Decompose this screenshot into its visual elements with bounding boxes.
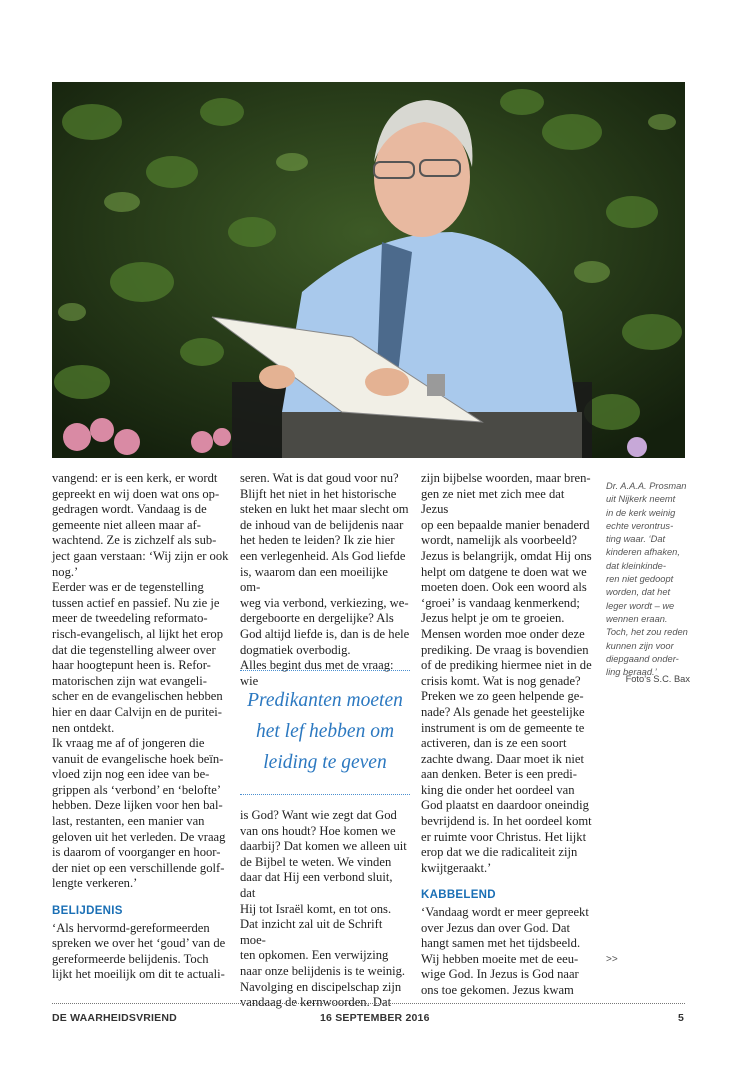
- text-line: dergeboorte en dergelijke? Als: [240, 611, 394, 626]
- text-line: crisis komt. Wat is nog genade?: [421, 673, 581, 688]
- text-line: wordt, namelijk als voorbeeld?: [421, 533, 577, 548]
- text-line: vloed zijn nog een idee van be-: [52, 767, 210, 782]
- text-line: activeren, dan is ze een soort: [421, 736, 567, 751]
- column-1: [52, 471, 234, 983]
- caption-line: Dr. A.A.A. Prosman: [606, 481, 687, 491]
- portrait-photo-icon: [52, 82, 685, 458]
- continue-marker: >>: [606, 954, 618, 965]
- text-line: nen ontdekt.: [52, 720, 115, 735]
- text-line: het heden te leiden? Ik zie hier: [240, 533, 395, 548]
- caption-line: kinderen afhaken,: [606, 547, 680, 558]
- text-line: een verlegenheid. Als God liefde: [240, 548, 406, 563]
- text-line: Dat inzicht zal uit de Schrift moe-: [240, 917, 383, 947]
- text-line: risch-evangelisch, al lijkt het erop: [52, 626, 224, 641]
- text-line: over Jezus dan over God. Dat: [421, 920, 570, 935]
- text-line: ten opkomen. Een verwijzing: [240, 948, 389, 963]
- text-line: Mensen worden moe onder deze: [421, 626, 585, 641]
- column-2-bottom: [240, 808, 410, 1011]
- text-line: wige God. In Jezus is God naar: [421, 967, 579, 982]
- text-line: van ons houdt? Hoe komen we: [240, 823, 396, 838]
- footer-divider: [52, 1003, 685, 1004]
- caption-line: uit Nijkerk neemt: [606, 494, 676, 505]
- text-line: God altijd liefde is, dan is de hele: [240, 626, 410, 641]
- caption-line: ling beraad.’: [606, 667, 657, 678]
- pull-quote: [240, 670, 410, 795]
- text-line: nog.’: [52, 564, 79, 579]
- text-line: God plaatst en daardoor oneindig: [421, 798, 589, 813]
- text-line: Ik vraag me af of jongeren die: [52, 736, 205, 751]
- text-line: hebben. Deze lijken voor hen bal-: [52, 798, 223, 813]
- text-line: last, restanten, een manier van: [52, 814, 205, 829]
- text-line: nade? Als genade het geestelijke: [421, 704, 585, 719]
- text-line: grippen als ‘verbond’ en ‘belofte’: [52, 782, 222, 797]
- text-line: king die onder het oordeel van: [421, 782, 575, 797]
- text-line: Wij hebben moeite met de eeu-: [421, 951, 579, 966]
- caption-line: dat kleinkinde-: [606, 560, 666, 571]
- pull-quote-line: leiding te geven: [263, 752, 387, 773]
- caption-line: ting waar. ‘Dat: [606, 534, 666, 545]
- text-line: is God? Want wie zegt dat God: [240, 808, 397, 822]
- text-line: meer de tweedeling reformato-: [52, 611, 208, 626]
- caption-line: worden, dat het: [606, 587, 671, 598]
- caption-line: kunnen zijn voor: [606, 640, 674, 651]
- text-line: Jezus is belangrijk, omdat Hij ons: [421, 548, 592, 563]
- portrait-photo: [52, 82, 685, 458]
- caption-line: leger wordt – we: [606, 600, 675, 611]
- text-line: Preken we zo geen helpende ge-: [421, 689, 584, 704]
- text-line: of de prediking hiermee niet in de: [421, 658, 592, 673]
- caption-line: wennen eraan.: [606, 613, 668, 624]
- text-line: scher en de evangelischen hebben: [52, 689, 223, 704]
- text-line: dogmatiek overbodig.: [240, 642, 351, 657]
- text-line: aan denken. Beter is een predi-: [421, 767, 577, 782]
- text-line: gen ze niet met zich mee dat Jezus: [421, 486, 565, 517]
- text-line: wachtend. Ze is zichzelf als sub-: [52, 533, 217, 548]
- text-line: ‘groei’ is vandaag kenmerkend;: [421, 595, 580, 610]
- section-heading-belijdenis: BELIJDENIS: [52, 905, 123, 918]
- text-line: seren. Wat is dat goud voor nu?: [240, 471, 399, 485]
- text-line: ject gaan verstaan: ‘Wij zijn er ook: [52, 548, 229, 563]
- caption-line: echte verontrus-: [606, 520, 674, 531]
- text-line: Blijft het niet in het historische: [240, 486, 397, 501]
- text-line: vangend: er is een kerk, er wordt: [52, 471, 218, 485]
- text-line: zachte dwang. Daar moet ik niet: [421, 751, 584, 766]
- text-line: haar hoogtepunt heen is. Refor-: [52, 658, 211, 673]
- caption-line: diepgaand onder-: [606, 653, 679, 664]
- text-line: matorischen zijn wat evangeli-: [52, 673, 207, 688]
- text-line: Navolging en discipelschap zijn: [240, 979, 402, 994]
- text-line: zijn bijbelse woorden, maar bren-: [421, 471, 591, 485]
- caption-line: Toch, het zou reden: [606, 627, 688, 638]
- text-line: op een bepaalde manier benaderd: [421, 517, 590, 532]
- text-line: prediking. De vraag is bovendien: [421, 642, 589, 657]
- text-line: Hij tot Israël komt, en tot ons.: [240, 901, 392, 916]
- text-line: gepreekt en wij doen wat ons op-: [52, 486, 220, 501]
- text-line: ‘Vandaag wordt er meer gepreekt: [421, 905, 589, 920]
- text-line: steken en lukt het maar slecht om: [240, 502, 409, 517]
- text-line: kwijtgeraakt.’: [421, 860, 492, 875]
- text-line: vandaag de kernwoorden. Dat: [240, 995, 392, 1010]
- text-line: gedragen wordt. Vandaag is de: [52, 502, 207, 517]
- text-line: der niet op een verschillende golf-: [52, 860, 225, 875]
- text-line: gereformeerde belijdenis. Toch: [52, 951, 209, 966]
- text-line: Alles begint dus met de vraag: wie: [240, 658, 394, 688]
- pull-quote-line: Predikanten moeten: [247, 690, 403, 711]
- column-3: [421, 471, 593, 999]
- caption-line: ren niet gedoopt: [606, 574, 674, 585]
- pull-quote-line: het lef hebben om: [255, 721, 395, 742]
- text-line: ons toe gekomen. Jezus kwam: [421, 983, 574, 997]
- text-line: lengte verkeren.’: [52, 876, 138, 891]
- section-heading-kabbelend: KABBELEND: [421, 889, 496, 902]
- text-line: ‘Als hervormd-gereformeerden: [52, 920, 210, 935]
- text-line: lijkt het moeilijk om dit te actuali-: [52, 967, 225, 982]
- text-line: dat die tegenstelling alweer over: [52, 642, 216, 657]
- text-line: is daarom of voorganger en hoor-: [52, 845, 221, 860]
- text-line: daarbij? Dat komen we alleen uit: [240, 839, 407, 854]
- text-line: de Bijbel te weten. We vinden: [240, 854, 392, 869]
- footer-date: 16 SEPTEMBER 2016: [320, 1012, 430, 1024]
- text-line: Jezus helpt je om te groeien.: [421, 611, 565, 626]
- caption-line: in de kerk weinig: [606, 507, 676, 518]
- text-line: gemeente niet alleen maar af-: [52, 517, 201, 532]
- text-line: is, waarom dan een moeilijke om-: [240, 564, 388, 595]
- text-line: erop dat we die radicaliteit zijn: [421, 845, 578, 860]
- text-line: moeten doen. Ook een woord als: [421, 580, 587, 595]
- footer-page-number: 5: [678, 1012, 685, 1024]
- text-line: de inhoud van de belijdenis naar: [240, 517, 404, 532]
- text-line: er ruimte voor Christus. Het lijkt: [421, 829, 587, 844]
- text-line: vanuit de evangelische hoek beïn-: [52, 751, 224, 766]
- column-2-top: [240, 471, 410, 689]
- photo-caption: [606, 480, 690, 679]
- text-line: spreken we over het ‘goud’ van de: [52, 936, 226, 951]
- text-line: instrument is om de gemeente te: [421, 720, 585, 735]
- text-line: naar onze belijdenis is te weinig.: [240, 963, 406, 978]
- text-line: bevrijdend is. In het oordeel komt: [421, 814, 592, 829]
- text-line: hangt samen met het tijdsbeeld.: [421, 936, 581, 951]
- text-line: Eerder was er de tegenstelling: [52, 580, 204, 595]
- text-line: daar dat Hij een verbond sluit, dat: [240, 870, 393, 900]
- text-line: weg via verbond, verkiezing, we-: [240, 595, 409, 610]
- text-line: tussen actief en passief. Nu zie je: [52, 595, 220, 610]
- text-line: hier en daar Calvijn en de puritei-: [52, 704, 222, 719]
- photo-credit: Foto’s S.C. Bax: [625, 674, 690, 684]
- text-line: helpt om datgene te doen wat we: [421, 564, 587, 579]
- text-line: geloven uit het verleden. De vraag: [52, 829, 226, 844]
- footer-magazine-name: DE WAARHEIDSVRIEND: [52, 1012, 177, 1024]
